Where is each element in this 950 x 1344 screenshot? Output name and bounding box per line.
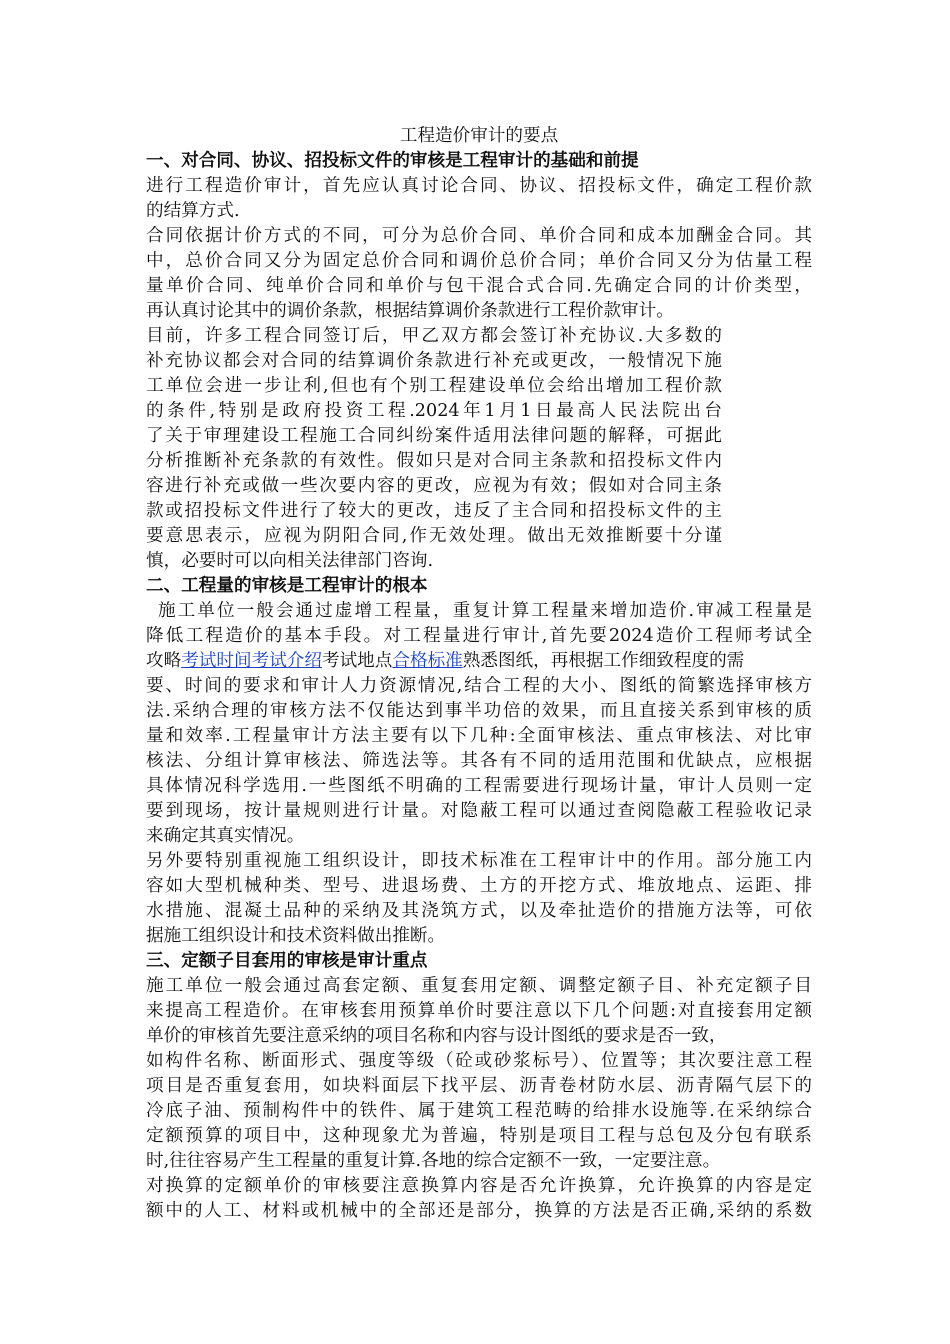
paragraph-line: 再认真讨论其中的调价条款，根据结算调价条款进行工程价款审计。 — [146, 301, 674, 321]
section-heading-2: 二、工程量的审核是工程审计的根本 — [146, 576, 428, 596]
section-heading-3: 三、定额子目套用的审核是审计重点 — [146, 951, 428, 971]
paragraph-line: 施工单位一般会通过高套定额、重复套用定额、调整定额子目、补充定额子目 — [146, 976, 812, 996]
text-fragment: 攻略 — [146, 651, 182, 671]
paragraph-line: 容如大型机械种类、型号、进退场费、土方的开挖方式、堆放地点、运距、排 — [146, 876, 812, 896]
paragraph-line: 补充协议都会对合同的结算调价条款进行补充或更改，一般情况下施 — [146, 351, 722, 371]
paragraph-line: 法.采纳合理的审核方法不仅能达到事半功倍的效果，而且直接关系到审核的质 — [146, 701, 812, 721]
paragraph-line: 单价的审核首先要注意采纳的项目名称和内容与设计图纸的要求是否一致， — [146, 1026, 727, 1046]
text-fragment: 熟悉图纸，再根据工作细致程度的需 — [462, 651, 745, 671]
paragraph-line: 分析推断补充条款的有效性。假如只是对合同主条款和招投标文件内 — [146, 451, 722, 471]
paragraph-line: 时,往往容易产生工程量的重复计算.各地的综合定额不一致，一定要注意。 — [146, 1151, 721, 1171]
exam-intro-link[interactable]: 考试介绍 — [251, 651, 322, 671]
paragraph-line: 冷底子油、预制构件中的铁件、属于建筑工程范畴的给排水设施等.在采纳综合 — [146, 1101, 812, 1121]
paragraph-line: 如构件名称、断面形式、强度等级（砼或砂浆标号）、位置等；其次要注意工程 — [146, 1051, 812, 1071]
paragraph-line: 容进行补充或做一些次要内容的更改，应视为有效；假如对合同主条 — [146, 476, 722, 496]
paragraph-line: 工单位会进一步让利,但也有个别工程建设单位会给出增加工程价款 — [146, 376, 722, 396]
paragraph-line: 定额预算的项目中，这种现象尤为普遍，特别是项目工程与总包及分包有联系 — [146, 1126, 812, 1146]
paragraph-line: 量和效率.工程量审计方法主要有以下几种:全面审核法、重点审核法、对比审 — [146, 726, 812, 746]
exam-time-link[interactable]: 考试时间 — [181, 651, 252, 671]
paragraph-line: 的条件,特别是政府投资工程.2024年1月1日最高人民法院出台 — [146, 401, 722, 421]
paragraph-line: 对换算的定额单价的审核要注意换算内容是否允许换算，允许换算的内容是定 — [146, 1176, 812, 1196]
text-fragment: 考试地点 — [321, 651, 393, 671]
paragraph-line: 中，总价合同又分为固定总价合同和调价总价合同；单价合同又分为估量工程 — [146, 251, 812, 271]
paragraph-line: 进行工程造价审计，首先应认真讨论合同、协议、招投标文件，确定工程价款 — [146, 176, 812, 196]
paragraph-line: 来提高工程造价。在审核套用预算单价时要注意以下几个问题:对直接套用定额 — [146, 1001, 812, 1021]
paragraph-line: 水措施、混凝土品种的采纳及其浇筑方式，以及牵扯造价的措施方法等，可依 — [146, 901, 812, 921]
paragraph-line: 据施工组织设计和技术资料做出推断。 — [146, 926, 446, 946]
document-page — [146, 124, 812, 1224]
paragraph-line: 另外要特别重视施工组织设计，即技术标准在工程审计中的作用。部分施工内 — [146, 851, 812, 871]
paragraph-line: 量单价合同、纯单价合同和单价与包干混合式合同.先确定合同的计价类型， — [146, 276, 812, 296]
section-heading-1: 一、对合同、协议、招投标文件的审核是工程审计的基础和前提 — [146, 151, 639, 171]
document-title: 工程造价审计的要点 — [399, 126, 559, 146]
paragraph-line: 额中的人工、材料或机械中的全部还是部分，换算的方法是否正确,采纳的系数 — [146, 1201, 812, 1221]
paragraph-line: 款或招投标文件进行了较大的更改，违反了主合同和招投标文件的主 — [146, 501, 722, 521]
paragraph-line: 要到现场，按计量规则进行计量。对隐蔽工程可以通过查阅隐蔽工程验收记录 — [146, 801, 812, 821]
paragraph-line: 要意思表示，应视为阴阳合同,作无效处理。做出无效推断要十分谨 — [146, 526, 722, 546]
paragraph-line: 目前，许多工程合同签订后，甲乙双方都会签订补充协议.大多数的 — [146, 326, 722, 346]
paragraph-line: 合同依据计价方式的不同，可分为总价合同、单价合同和成本加酬金合同。其 — [146, 226, 812, 246]
pass-standard-link[interactable]: 合格标准 — [392, 651, 463, 671]
paragraph-line: 慎，必要时可以向相关法律部门咨询. — [146, 551, 434, 571]
paragraph-line: 降低工程造价的基本手段。对工程量进行审计,首先要2024造价工程师考试全 — [146, 626, 812, 646]
paragraph-line: 来确定其真实情况。 — [146, 826, 305, 846]
paragraph-line: 要、时间的要求和审计人力资源情况,结合工程的大小、图纸的简繁选择审核方 — [146, 676, 812, 696]
paragraph-line-with-links — [146, 649, 812, 674]
paragraph-line: 施工单位一般会通过虚增工程量，重复计算工程量来增加造价.审减工程量是 — [158, 601, 812, 621]
paragraph-line: 核法、分组计算审核法、筛选法等。其各有不同的适用范围和优缺点，应根据 — [146, 751, 812, 771]
paragraph-line: 项目是否重复套用，如块料面层下找平层、沥青卷材防水层、沥青隔气层下的 — [146, 1076, 812, 1096]
paragraph-line: 了关于审理建设工程施工合同纠纷案件适用法律问题的解释，可据此 — [146, 426, 722, 446]
paragraph-line: 具体情况科学选用.一些图纸不明确的工程需要进行现场计量，审计人员则一定 — [146, 776, 812, 796]
paragraph-line: 的结算方式. — [146, 201, 240, 221]
